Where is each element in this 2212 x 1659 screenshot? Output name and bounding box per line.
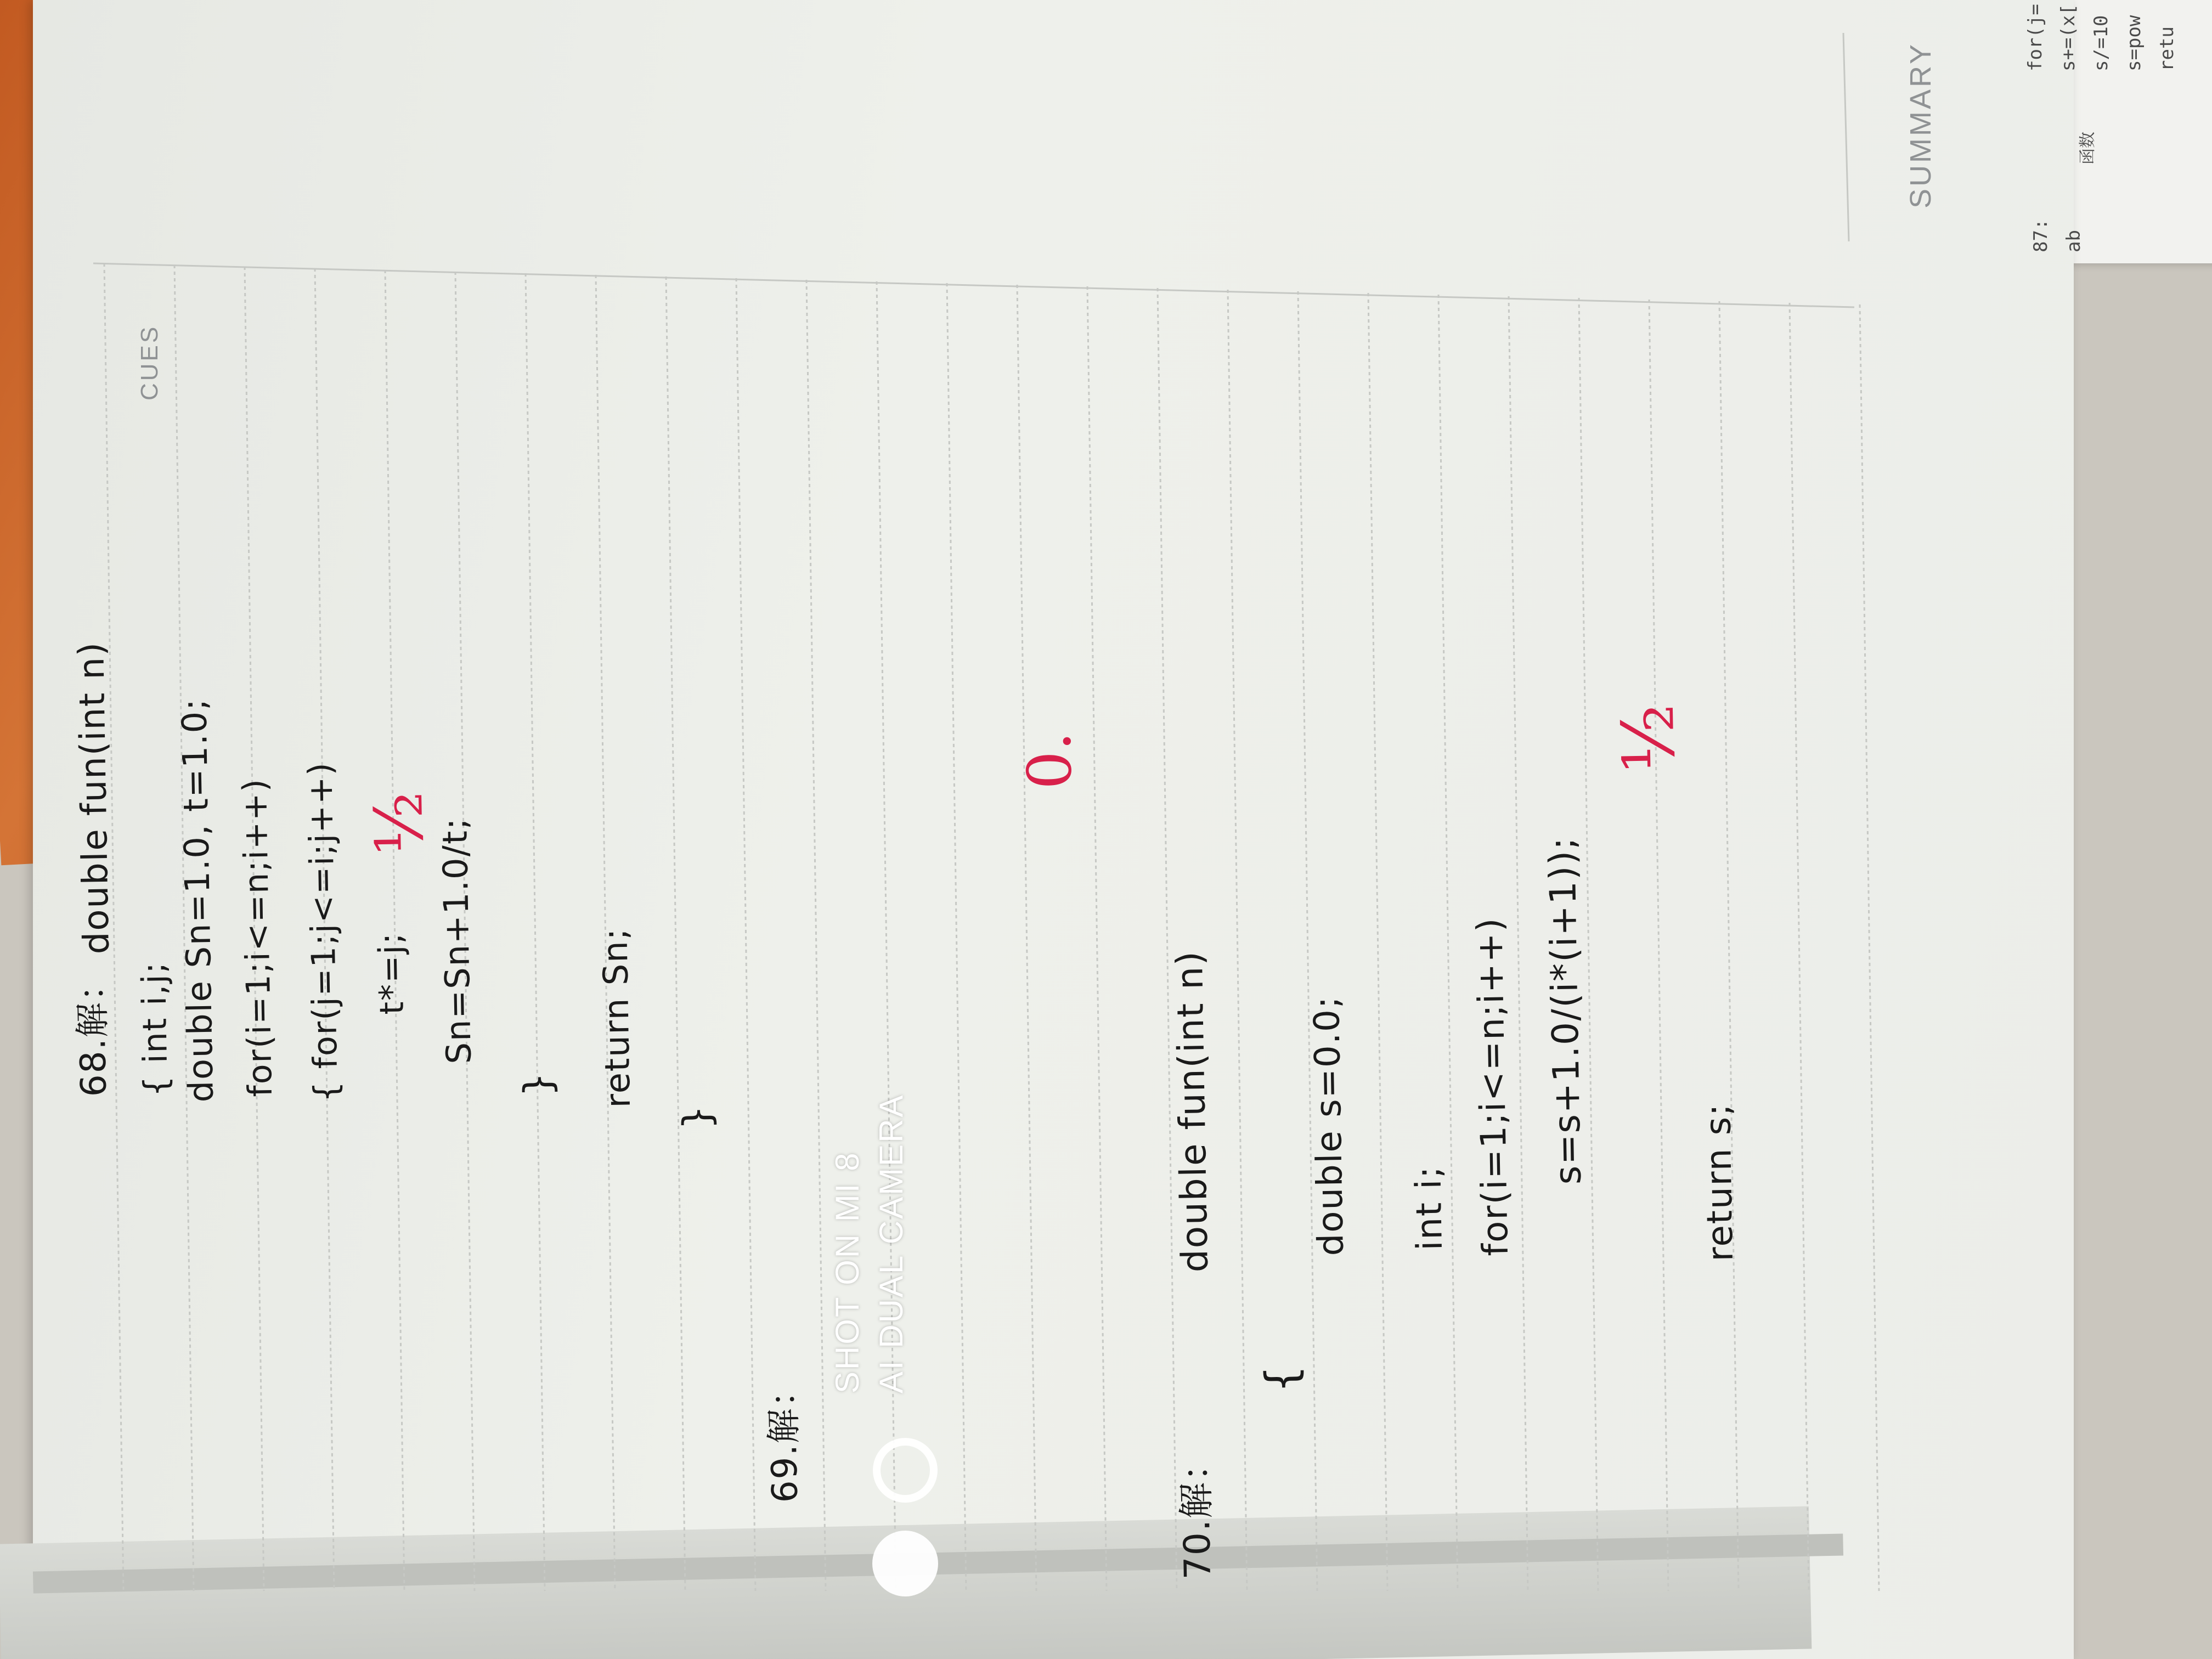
code-line: t*=j; [371, 932, 411, 1015]
ruled-line [1860, 304, 1879, 1591]
watermark-line-1: SHOT ON MI 8 [829, 1151, 866, 1393]
code-line: return Sn; [595, 927, 638, 1108]
code-line: Sn=Sn+1.0/t; [435, 816, 479, 1064]
under-sheet-line: for(j= [2024, 4, 2046, 71]
code-line: double Sn=1.0, t=1.0; [174, 697, 221, 1103]
grade-mark: 0. [1014, 731, 1085, 790]
code-line: s=s+1.0/(i*(i+1)); [1541, 836, 1589, 1185]
code-line: double s=0.0; [1306, 995, 1352, 1256]
ruled-line [1790, 303, 1809, 1591]
code-line: return s; [1697, 1102, 1741, 1262]
ruled-line [1438, 295, 1458, 1591]
cue-divider [93, 263, 1854, 307]
problem-69-heading: 69.解： [763, 1370, 806, 1503]
ruled-line [526, 273, 545, 1591]
watermark-dots-icon [867, 1404, 1004, 1602]
code-line: for(i=1;i<=n;i++) [1470, 916, 1516, 1256]
ruled-line [736, 278, 755, 1591]
under-sheet-line: 函数 [2078, 132, 2097, 165]
under-sheet-line: s=pow [2123, 15, 2145, 71]
ruled-line [666, 276, 685, 1591]
code-line: { for(j=1;j<=i;j++) [301, 761, 346, 1103]
ruled-line [1719, 301, 1739, 1591]
under-sheet-line: ab [2063, 230, 2085, 252]
code-line: int i; [1408, 1165, 1451, 1251]
ruled-line [1298, 291, 1317, 1591]
problem-70-signature: double fun(int n) [1168, 950, 1216, 1273]
ruled-line [1158, 288, 1177, 1591]
grade-mark: ½ [1606, 703, 1691, 774]
code-line: { [1256, 1363, 1307, 1393]
ruled-line [1228, 290, 1247, 1591]
code-line: } [515, 1071, 561, 1097]
summary-divider [1843, 33, 1849, 241]
ruled-line [1017, 285, 1036, 1591]
under-sheet-line: retu [2156, 26, 2178, 71]
ruled-line [1649, 300, 1668, 1591]
summary-label: SUMMARY [1904, 42, 1937, 208]
ruled-line [806, 280, 826, 1591]
under-sheet-line: s+=(x[ [2057, 4, 2079, 71]
code-line: for(i=1;i<=n;i++) [235, 777, 280, 1097]
code-line: } [674, 1104, 720, 1130]
code-line: { int i,j; [134, 961, 176, 1097]
grade-mark: ½ [360, 791, 438, 856]
cues-label: CUES [136, 324, 163, 400]
problem-68-signature: double fun(int n) [71, 641, 117, 955]
ruled-line [877, 281, 896, 1591]
under-sheet-line: 87: [2030, 218, 2052, 252]
under-sheet-line: s/=10 [2090, 15, 2112, 71]
problem-70-heading: 70.解： [1174, 1443, 1219, 1580]
watermark-line-2: AI DUAL CAMERA [873, 1093, 910, 1393]
ruled-line [1087, 286, 1107, 1591]
problem-68-heading: 68.解： [71, 964, 115, 1097]
ruled-line [947, 283, 966, 1591]
ruled-line [1368, 293, 1387, 1591]
ruled-line [1509, 296, 1528, 1591]
ruled-line [385, 270, 404, 1591]
